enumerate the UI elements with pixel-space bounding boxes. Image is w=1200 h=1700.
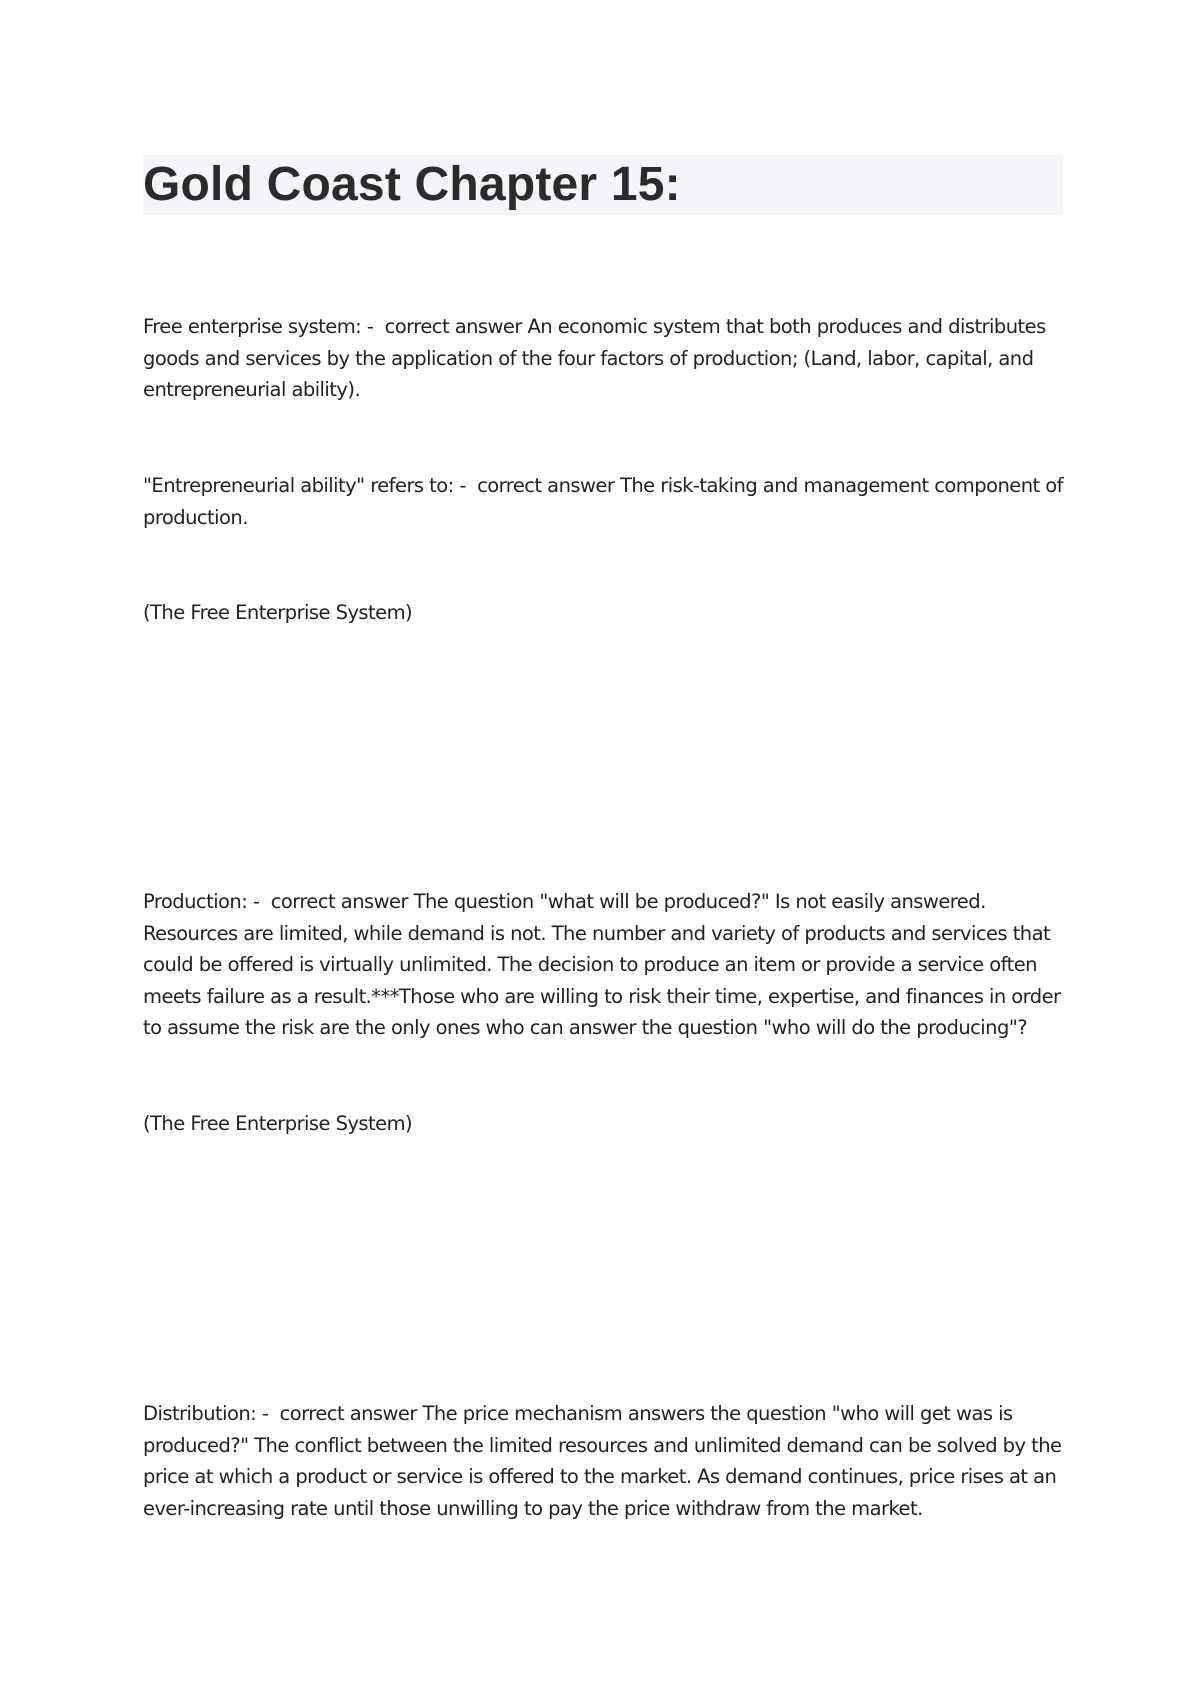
entry-answer: An economic system that both produces and distributes goods and services by the application of the four factors of production; (Land, labor, capital, and entrepreneurial ability). [143,315,1046,401]
entry-answer: The risk-taking and management component of production. [143,474,1063,529]
entry-distribution [143,1398,1063,1524]
entry-term: Distribution: [143,1402,257,1425]
entry-separator: - correct answer [256,1402,423,1425]
title-bar [143,155,1063,215]
entry-term: Production: [143,890,248,913]
section-note: (The Free Enterprise System) [143,1112,413,1135]
entry-answer: The price mechanism answers the question "who will get was is produced?" The conflict between the limited resources and unlimited demand can be solved by the price at which a product or service is offered to the market. As demand continues, price rises at an ever-increasing rate until those unwilling to pay the price withdraw from the market. [143,1402,1062,1520]
entry-production [143,886,1063,1044]
entry-term: Free enterprise system: [143,315,362,338]
page-title: Gold Coast Chapter 15: [143,158,681,211]
entry-answer: The question "what will be produced?" Is not easily answered. Resources are limited, while demand is not. The number and variety of products and services that could be offered is virtually unlimited. The decision to produce an item or provide a service often meets failure as a result.***Those who are willing to risk their time, expertise, and finances in order to assume the risk are the only ones who can answer the question "who will do the producing"? [143,890,1061,1039]
entry-separator: - correct answer [247,890,414,913]
section-note: (The Free Enterprise System) [143,601,413,624]
entry-entrepreneurial-ability [143,470,1063,533]
entry-free-enterprise-system [143,311,1063,406]
entry-term: "Entrepreneurial ability" refers to: [143,474,454,497]
entry-separator: - correct answer [361,315,528,338]
entry-separator: - correct answer [453,474,620,497]
